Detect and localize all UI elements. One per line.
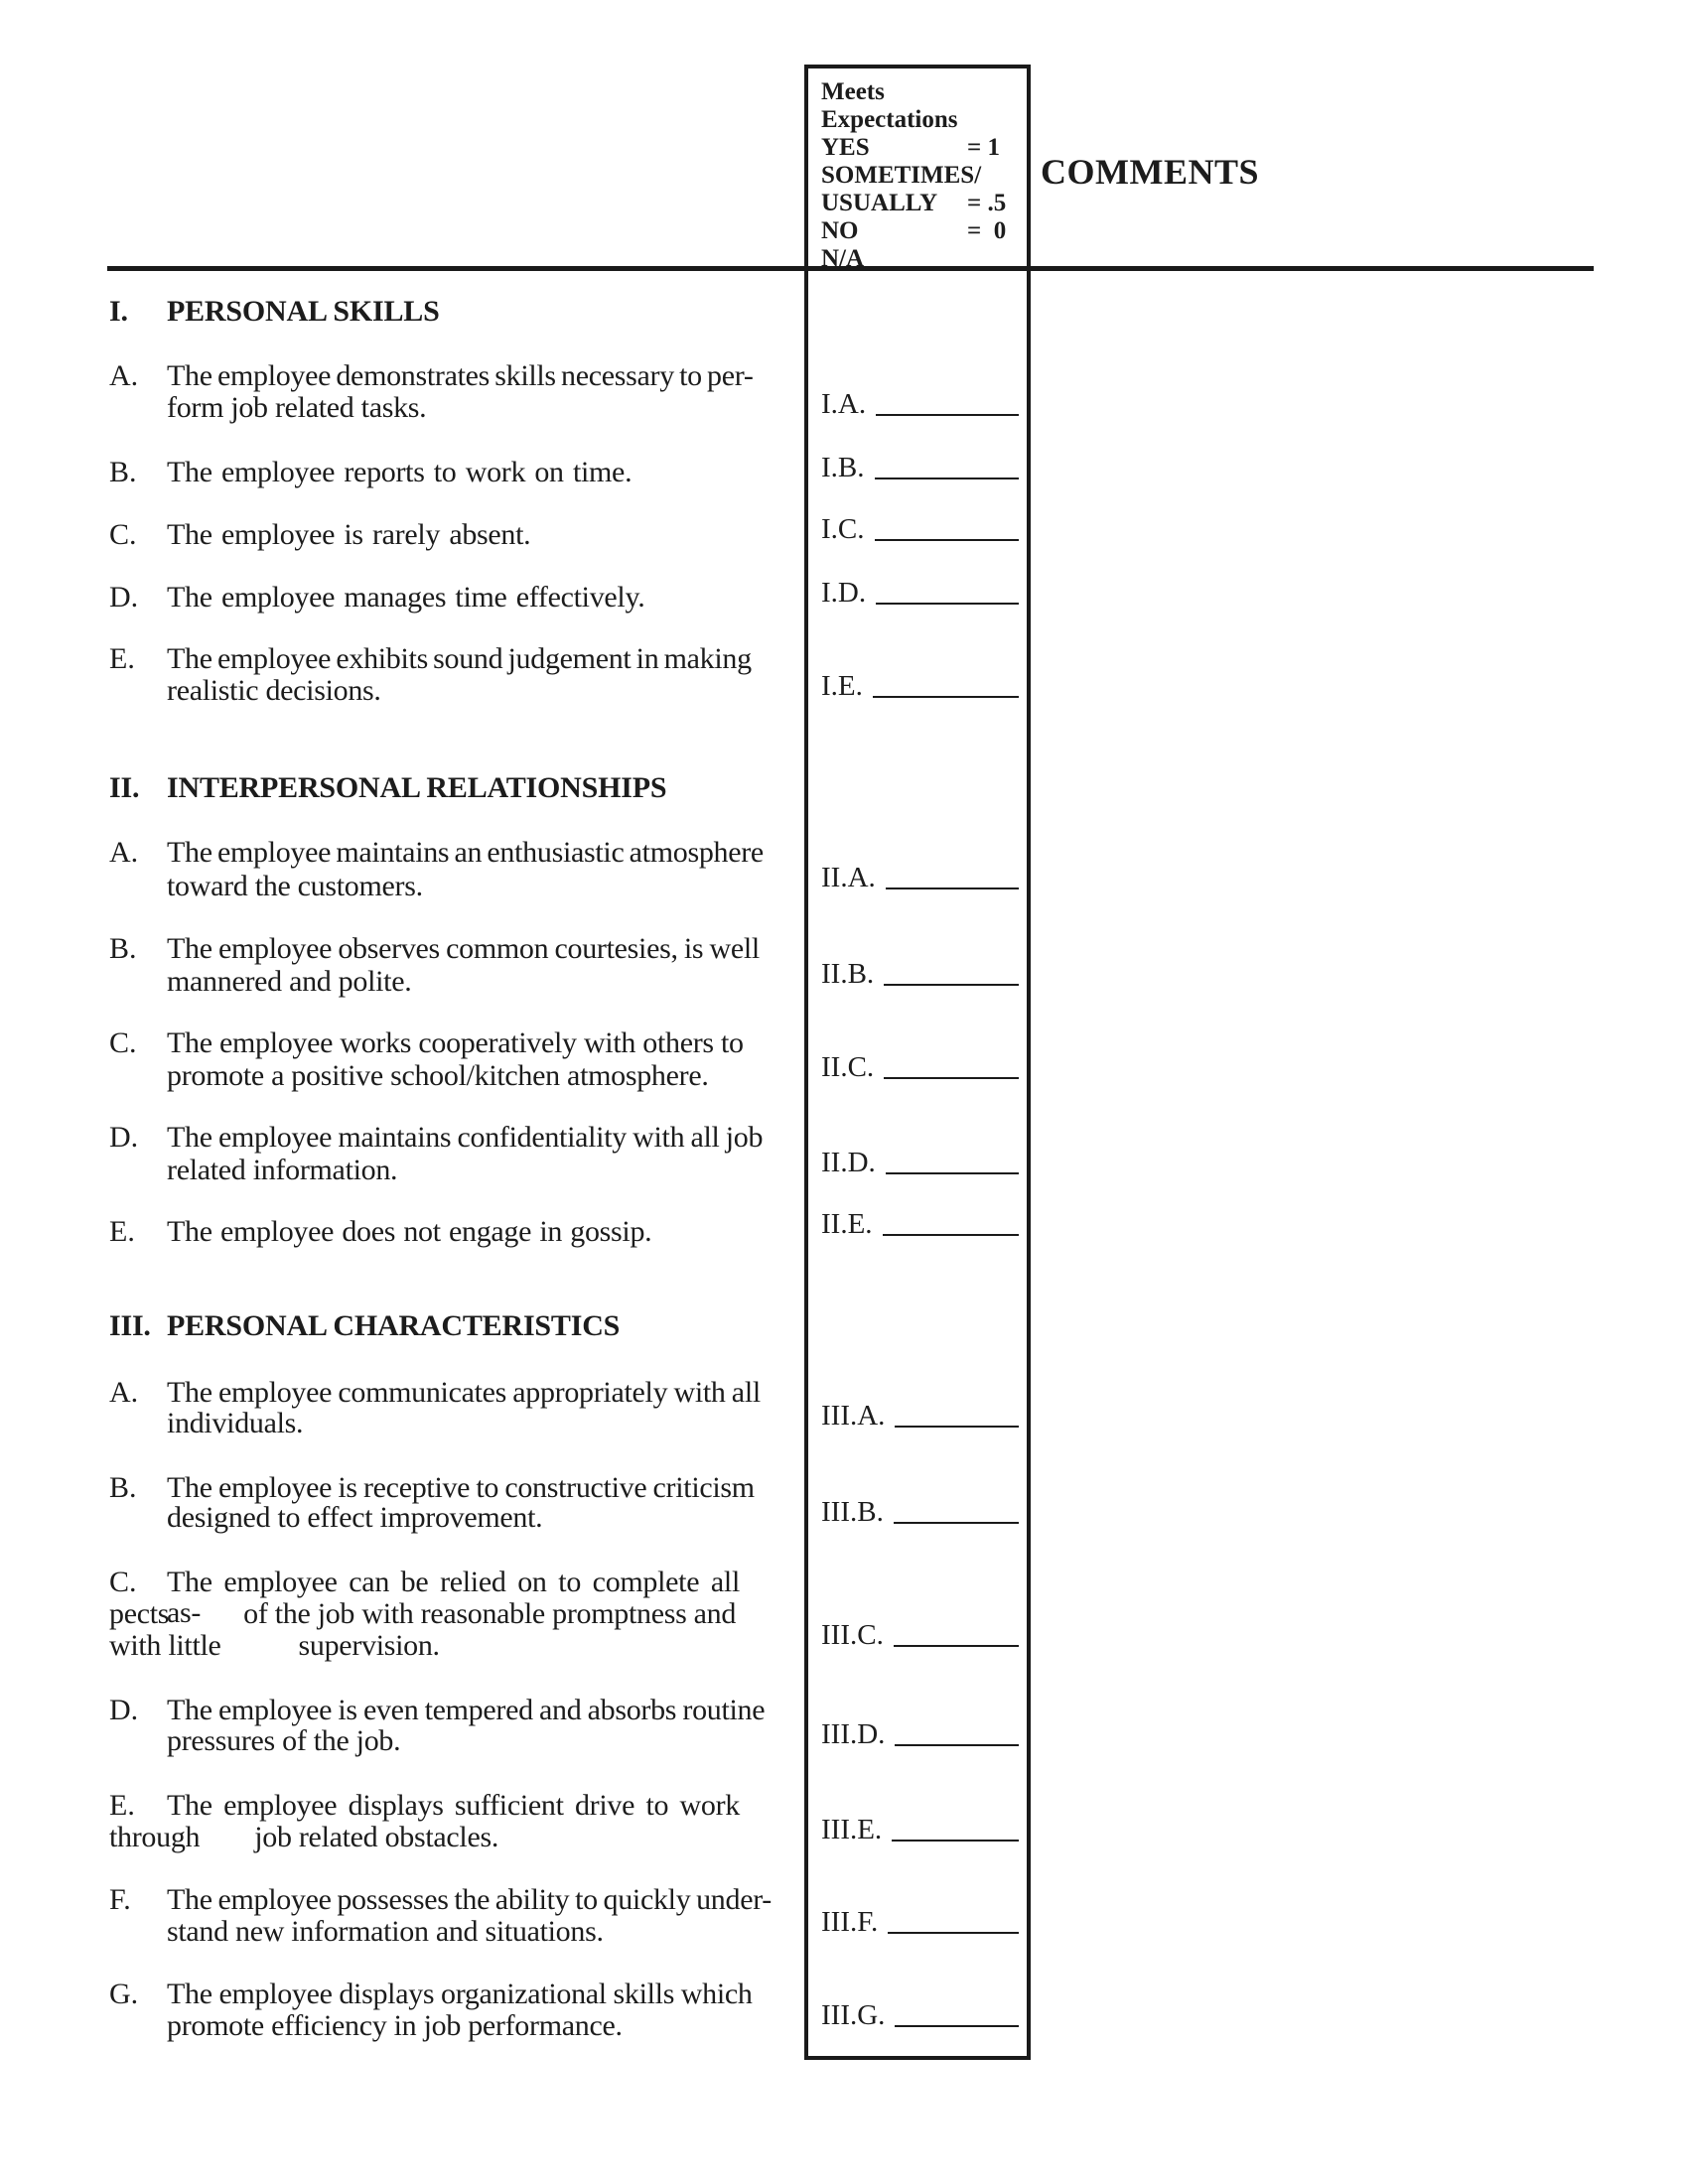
answer-label: I.C. xyxy=(821,513,865,545)
answer-row xyxy=(821,577,1019,609)
item-text: The employee displays organizational skills which xyxy=(167,1978,753,2010)
item-line xyxy=(167,1790,740,1821)
answer-row xyxy=(821,1619,1019,1651)
answer-row xyxy=(821,1051,1019,1083)
item-letter: D. xyxy=(109,1121,139,1154)
item-text: supervision. xyxy=(298,1629,440,1662)
item-text: The employee is receptive to constructive criticism xyxy=(167,1471,755,1504)
answer-label: III.A. xyxy=(821,1400,886,1432)
item-text: job related obstacles. xyxy=(254,1821,499,1853)
answer-row xyxy=(821,1999,1019,2031)
answer-blank-line xyxy=(894,1498,1019,1524)
item-text: related information. xyxy=(167,1154,398,1186)
item-line xyxy=(167,360,754,391)
answer-row xyxy=(821,1718,1019,1750)
section-heading: PERSONAL CHARACTERISTICS xyxy=(167,1309,621,1342)
item-text: of the job with reasonable promptness and xyxy=(243,1597,737,1630)
answer-row xyxy=(821,1147,1019,1178)
item-line xyxy=(167,1502,542,1533)
item-text: The employee is even tempered and absorbs routine xyxy=(167,1694,766,1726)
section-heading: INTERPERSONAL RELATIONSHIPS xyxy=(167,771,667,804)
item-text: The employee reports to work on time. xyxy=(167,456,633,488)
item-text: form job related tasks. xyxy=(167,391,427,424)
item-line xyxy=(167,1695,765,1725)
answer-label: II.E. xyxy=(821,1208,873,1240)
score-key-row xyxy=(821,134,1020,162)
score-key-row xyxy=(821,217,1020,245)
answer-label: II.C. xyxy=(821,1051,875,1083)
answer-label: III.G. xyxy=(821,1999,886,2031)
item-line xyxy=(167,871,423,901)
answer-row xyxy=(821,1400,1019,1432)
section-numeral: I. xyxy=(109,295,128,328)
answer-row xyxy=(821,670,1019,702)
item-line xyxy=(167,1027,744,1058)
item-text: promote a positive school/kitchen atmosphere. xyxy=(167,1059,709,1092)
item-text: The employee displays sufficient drive to work xyxy=(167,1789,740,1822)
item-letter: A. xyxy=(109,836,139,869)
answer-label: I.E. xyxy=(821,670,863,702)
item-letter: A. xyxy=(109,1376,139,1409)
item-line xyxy=(167,1060,709,1091)
score-key-label: YES xyxy=(821,134,870,161)
item-line xyxy=(167,933,760,964)
score-key-label: USUALLY xyxy=(821,190,938,216)
item-text: The employee demonstrates skills necessary to per- xyxy=(167,359,754,392)
item-letter: E. xyxy=(109,1789,135,1822)
score-key-label: N/A xyxy=(821,245,865,272)
answer-blank-line xyxy=(875,454,1020,479)
answer-blank-line xyxy=(884,960,1019,986)
item-text: The employee maintains confidentiality with all job xyxy=(167,1121,764,1154)
answer-label: III.D. xyxy=(821,1718,886,1750)
answer-blank-line xyxy=(884,1053,1019,1079)
score-key-label: Expectations xyxy=(821,106,958,133)
item-letter: F. xyxy=(109,1883,131,1916)
answer-row xyxy=(821,1906,1019,1938)
answer-row xyxy=(821,1496,1019,1528)
score-key-row xyxy=(821,106,1020,134)
item-line xyxy=(167,392,426,423)
item-text: realistic decisions. xyxy=(167,674,381,707)
section-numeral: II. xyxy=(109,771,140,804)
item-line xyxy=(167,1377,761,1408)
item-line xyxy=(167,519,530,550)
answer-label: III.C. xyxy=(821,1619,884,1651)
item-letter: A. xyxy=(109,359,139,392)
answer-label: III.F. xyxy=(821,1906,879,1938)
item-text: individuals. xyxy=(167,1407,304,1439)
item-line xyxy=(167,643,752,674)
answer-blank-line xyxy=(888,1908,1019,1934)
answer-label: III.E. xyxy=(821,1814,883,1845)
item-line xyxy=(167,2010,623,2041)
answer-label: II.B. xyxy=(821,958,875,990)
answer-blank-line xyxy=(894,1621,1019,1647)
answer-label: I.D. xyxy=(821,577,867,609)
answer-row xyxy=(821,862,1019,893)
item-text: pects xyxy=(109,1597,170,1630)
section-heading: PERSONAL SKILLS xyxy=(167,295,440,328)
item-text: The employee communicates appropriately with all xyxy=(167,1376,761,1409)
answer-label: I.B. xyxy=(821,452,865,483)
item-text: designed to effect improvement. xyxy=(167,1501,543,1534)
answer-blank-line xyxy=(895,1720,1019,1746)
item-line xyxy=(167,582,644,613)
item-line xyxy=(167,1916,604,1947)
item-letter: G. xyxy=(109,1978,139,2010)
item-letter: E. xyxy=(109,642,135,675)
item-text: toward the customers. xyxy=(167,870,423,902)
score-key-row xyxy=(821,190,1020,217)
item-text: The employee does not engage in gossip. xyxy=(167,1215,652,1248)
item-text: The employee works cooperatively with others to xyxy=(167,1026,744,1059)
item-line xyxy=(167,966,411,997)
item-letter: C. xyxy=(109,1566,137,1598)
answer-row xyxy=(821,452,1019,483)
answer-blank-line xyxy=(873,672,1019,698)
item-line xyxy=(167,1216,651,1247)
item-text: The employee maintains an enthusiastic atmosphere xyxy=(167,836,764,869)
item-line xyxy=(167,1725,400,1756)
item-text: pressures of the job. xyxy=(167,1724,401,1757)
item-letter: C. xyxy=(109,518,137,551)
answer-blank-line xyxy=(875,515,1020,541)
score-key-value: = 1 xyxy=(967,134,1000,161)
item-text: promote efficiency in job performance. xyxy=(167,2009,623,2042)
item-letter: E. xyxy=(109,1215,135,1248)
item-line xyxy=(167,1979,753,2009)
answer-blank-line xyxy=(895,2001,1019,2027)
item-text: The employee is rarely absent. xyxy=(167,518,531,551)
item-line xyxy=(167,675,381,706)
answer-label: III.B. xyxy=(821,1496,884,1528)
answer-label: I.A. xyxy=(821,388,867,420)
answer-row xyxy=(821,388,1019,420)
item-text: mannered and polite. xyxy=(167,965,412,998)
answer-blank-line xyxy=(886,864,1019,889)
score-key-label: Meets xyxy=(821,78,885,105)
item-letter: B. xyxy=(109,932,137,965)
item-line xyxy=(167,1155,397,1185)
item-line xyxy=(109,1598,736,1629)
score-key-value: = .5 xyxy=(967,190,1007,216)
answer-blank-line xyxy=(876,579,1019,605)
item-letter: B. xyxy=(109,456,137,488)
item-line xyxy=(167,1408,303,1438)
answer-blank-line xyxy=(876,390,1019,416)
answer-blank-line xyxy=(895,1402,1019,1428)
item-letter: D. xyxy=(109,581,139,614)
item-letter: C. xyxy=(109,1026,137,1059)
answer-blank-line xyxy=(886,1149,1019,1174)
comments-header: COMMENTS xyxy=(1041,152,1259,192)
answer-row xyxy=(821,1208,1019,1240)
item-text: The employee possesses the ability to quickly under- xyxy=(167,1883,772,1916)
item-text: The employee exhibits sound judgement in making xyxy=(167,642,752,675)
item-letter: B. xyxy=(109,1471,137,1504)
item-line xyxy=(167,1884,772,1915)
section-numeral: III. xyxy=(109,1309,151,1342)
score-key-row xyxy=(821,78,1020,106)
item-line xyxy=(109,1822,498,1852)
item-text: with little xyxy=(109,1629,221,1662)
answer-label: II.A. xyxy=(821,862,876,893)
item-line xyxy=(167,837,764,868)
item-text: stand new information and situations. xyxy=(167,1915,604,1948)
item-text: The employee observes common courtesies, is well xyxy=(167,932,760,965)
item-text: The employee manages time effectively. xyxy=(167,581,645,614)
item-text: The employee can be relied on to complete all as- xyxy=(167,1566,740,1629)
score-key-value: = 0 xyxy=(967,217,1007,244)
item-line xyxy=(109,1630,440,1661)
item-line xyxy=(167,1472,755,1503)
score-key-label: SOMETIMES/ xyxy=(821,162,982,189)
answer-blank-line xyxy=(892,1816,1019,1842)
answer-row xyxy=(821,1814,1019,1845)
answer-row xyxy=(821,958,1019,990)
item-letter: D. xyxy=(109,1694,139,1726)
score-key-row xyxy=(821,162,1020,190)
answer-blank-line xyxy=(883,1210,1019,1236)
score-key-row xyxy=(821,245,1020,273)
answer-row xyxy=(821,513,1019,545)
answer-label: II.D. xyxy=(821,1147,876,1178)
item-line xyxy=(167,1122,763,1153)
score-key-label: NO xyxy=(821,217,859,244)
item-text: through xyxy=(109,1821,201,1853)
item-line xyxy=(167,457,632,487)
